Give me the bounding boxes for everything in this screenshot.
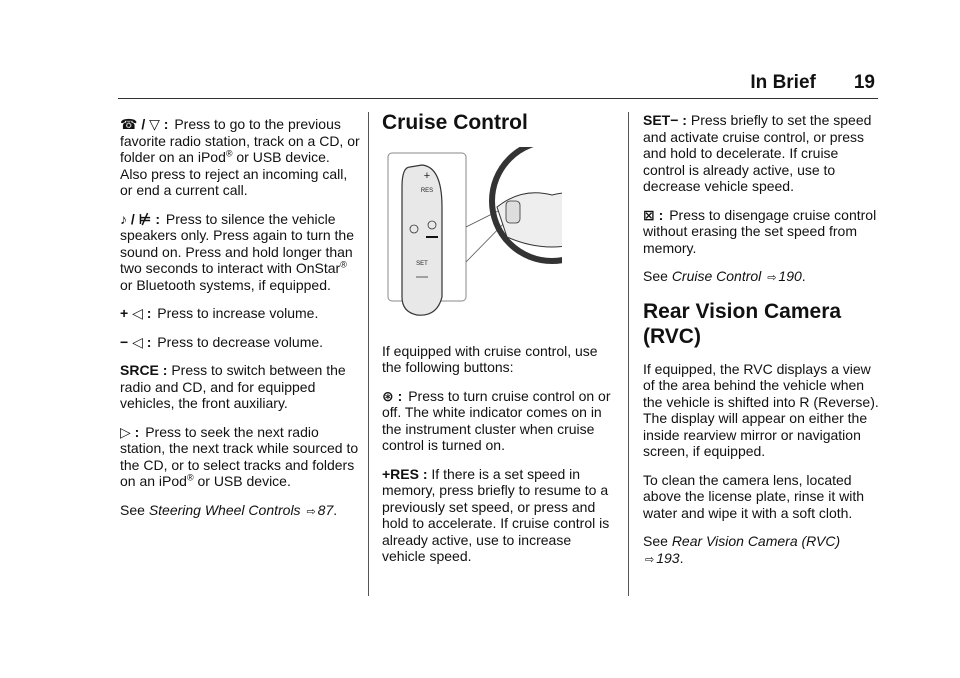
registered-mark: ® bbox=[225, 148, 233, 159]
page-number: 19 bbox=[853, 72, 875, 93]
volume-up-text: Press to increase volume. bbox=[157, 305, 319, 321]
set-text: Press briefly to set the speed and activate cruise control, or press and hold to decelerate. If cruise control is already active, use to decrease vehicle speed. bbox=[643, 112, 872, 194]
column-2 bbox=[382, 110, 614, 577]
srce-paragraph bbox=[120, 362, 360, 412]
srce-label: SRCE : bbox=[120, 362, 168, 378]
see-prefix: See bbox=[643, 533, 672, 549]
see-suffix: . bbox=[333, 501, 338, 518]
section-title: In Brief bbox=[750, 72, 816, 93]
column-3 bbox=[643, 112, 883, 580]
left-control-pad bbox=[506, 201, 520, 223]
column-divider-2 bbox=[628, 112, 629, 596]
res-paragraph bbox=[382, 466, 614, 565]
header-rule bbox=[118, 98, 878, 99]
reference-arrow-icon: ⇨ bbox=[767, 272, 777, 284]
cruise-control-figure bbox=[382, 147, 562, 325]
plus-symbol: + bbox=[423, 170, 431, 182]
onoff-text: Press to turn cruise control on or off. The white indicator comes on in the instrument cluster when cruise control is turned on. bbox=[382, 387, 611, 453]
cruise-control-heading: Cruise Control bbox=[382, 111, 528, 134]
mute-voice-icon: ♪ / ⊭ : bbox=[120, 210, 161, 227]
mute-text-2: or Bluetooth systems, if equipped. bbox=[120, 276, 331, 293]
cruise-onoff-paragraph bbox=[382, 388, 614, 454]
see-prefix: See bbox=[643, 268, 672, 284]
see-reference bbox=[643, 268, 883, 287]
seek-next-icon: ▷ : bbox=[120, 423, 140, 440]
prev-text: Press to go to the previous favorite radio station, track on a CD, or folder on an iPod bbox=[120, 116, 360, 165]
rear-vision-camera-link[interactable]: Rear Vision Camera (RVC) bbox=[671, 533, 841, 549]
page-header bbox=[750, 72, 875, 94]
mute-paragraph bbox=[120, 211, 360, 294]
registered-mark: ® bbox=[340, 259, 347, 270]
res-label: RES bbox=[420, 188, 434, 194]
see-reference bbox=[120, 502, 360, 521]
ref-page[interactable]: 87 bbox=[317, 501, 334, 518]
volume-down-paragraph bbox=[120, 334, 360, 351]
res-text: If there is a set speed in memory, press briefly to resume to a previously set speed, or press and hold to accelerate. If cruise control is already active, use to increase vehicle speed. bbox=[382, 465, 610, 564]
volume-down-text: Press to decrease volume. bbox=[157, 333, 324, 350]
see-suffix: . bbox=[679, 549, 684, 566]
phone-end-icon: ☎ / ▽ : bbox=[120, 116, 169, 132]
volume-down-icon: − ◁ : bbox=[120, 333, 152, 350]
ref-page[interactable]: 190 bbox=[778, 268, 802, 284]
next-text-2: or USB device. bbox=[193, 473, 291, 489]
column-divider-1 bbox=[368, 112, 369, 596]
cancel-paragraph bbox=[643, 207, 883, 257]
cruise-onoff-icon: ⊛ : bbox=[382, 387, 403, 404]
cancel-text: Press to disengage cruise control without erasing the set speed from memory. bbox=[643, 206, 877, 256]
volume-up-paragraph bbox=[120, 305, 360, 322]
srce-text: Press to switch between the radio and CD, and for equipped vehicles, the front auxiliary. bbox=[120, 362, 346, 411]
cruise-intro: If equipped with cruise control, use the following buttons: bbox=[382, 342, 598, 375]
next-paragraph bbox=[120, 424, 360, 490]
res-button-label: +RES : bbox=[382, 465, 428, 482]
rvc-paragraph-1: If equipped, the RVC displays a view of the area behind the vehicle when the vehicle is shifted into R (Reverse). The display will appear on either the inside rearview mirror or navigation screen, if equipped. bbox=[643, 360, 879, 459]
see-suffix: . bbox=[801, 268, 806, 284]
prev-text-2: or USB device. Also press to reject an incoming call, or end a current call. bbox=[120, 149, 348, 198]
cruise-control-link[interactable]: Cruise Control bbox=[671, 268, 762, 284]
reference-arrow-icon: ⇨ bbox=[645, 553, 655, 566]
ref-page[interactable]: 193 bbox=[656, 549, 680, 566]
next-text: Press to seek the next radio station, the next track while sourced to the CD, or to select tracks and folders on an iPod bbox=[120, 423, 359, 489]
set-paragraph bbox=[643, 112, 883, 195]
set-button-label: SET− : bbox=[643, 112, 687, 128]
registered-mark: ® bbox=[186, 472, 194, 483]
rvc-heading: Rear Vision Camera (RVC) bbox=[643, 299, 842, 348]
prev-paragraph bbox=[120, 116, 360, 199]
cancel-icon: ⊠ : bbox=[643, 206, 664, 223]
steering-wheel-controls-link[interactable]: Steering Wheel Controls bbox=[148, 501, 301, 518]
see-reference bbox=[643, 533, 883, 568]
volume-up-icon: + ◁ : bbox=[120, 305, 152, 321]
see-prefix: See bbox=[120, 501, 149, 518]
mute-text: Press to silence the vehicle speakers only. Press again to turn the sound on. Press and hold longer than two seconds to interact with OnStar bbox=[120, 210, 354, 276]
rvc-paragraph-2: To clean the camera lens, located above the license plate, rinse it with water and wipe it with a soft cloth. bbox=[643, 471, 865, 521]
column-1 bbox=[120, 116, 360, 532]
reference-arrow-icon: ⇨ bbox=[306, 505, 316, 518]
set-label: SET bbox=[416, 261, 428, 267]
